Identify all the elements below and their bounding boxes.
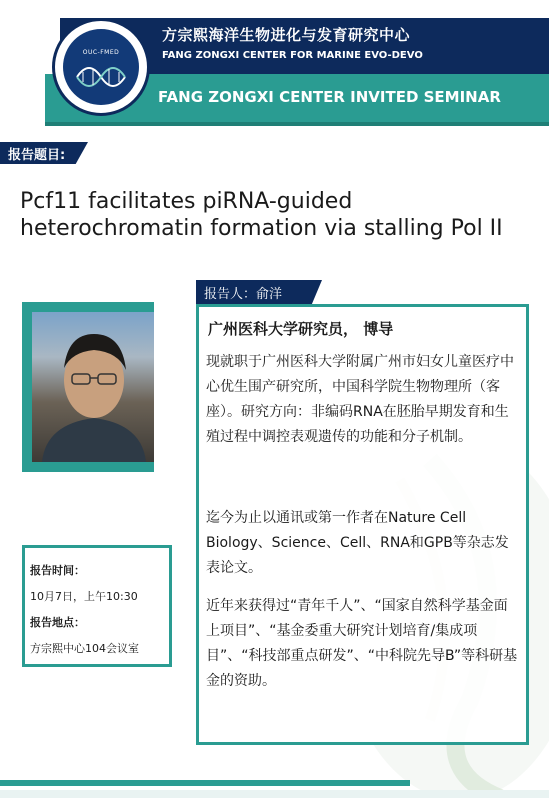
speaker-label: 报告人：俞洋	[204, 287, 283, 302]
seminar-title: FANG ZONGXI CENTER INVITED SEMINAR	[158, 88, 501, 106]
bio-paragraph-1: 现就职于广州医科大学附属广州市妇女儿童医疗中心优生围产研究所，中国科学院生物物理所（客座）。研究方向：非编码RNA在胚胎早期发育和生殖过程中调控表观遗传的功能和分子机制。	[206, 354, 514, 445]
time-value: 10月7日，上午10:30	[30, 590, 138, 603]
logo-text: OUC-FMED	[82, 49, 120, 56]
time-label: 报告时间：	[30, 564, 85, 577]
talk-title: Pcf11 facilitates piRNA-guided heterochromatin formation via stalling Pol II	[20, 189, 503, 241]
header-teal-underline	[45, 122, 549, 126]
footer-stripe	[0, 780, 410, 786]
footer-band	[0, 790, 549, 798]
bio-paragraph-3: 近年来获得过“青年千人”、“国家自然科学基金面上项目”、“基金委重大研究计划培育/集成项目”、“科技部重点研发”、“中科院先导B”等科研基金的资助。	[206, 598, 518, 689]
place-label: 报告地点：	[30, 616, 85, 629]
logo-emblem	[63, 29, 139, 105]
center-logo	[52, 18, 150, 116]
speaker-photo	[32, 312, 154, 462]
dna-icon	[63, 29, 139, 105]
bio-paragraph-2: 迄今为止以通讯或第一作者在Nature Cell Biology、Science、Cell、RNA和GPB等杂志发表论文。	[206, 510, 509, 576]
topic-label: 报告题目:	[8, 148, 66, 163]
center-name-english: FANG ZONGXI CENTER FOR MARINE EVO-DEVO	[162, 50, 423, 61]
place-value: 方宗熙中心104会议室	[30, 642, 139, 655]
speaker-affiliation: 广州医科大学研究员， 博导	[208, 320, 394, 338]
center-name-chinese: 方宗熙海洋生物进化与发育研究中心	[162, 26, 411, 44]
person-icon	[32, 312, 154, 462]
